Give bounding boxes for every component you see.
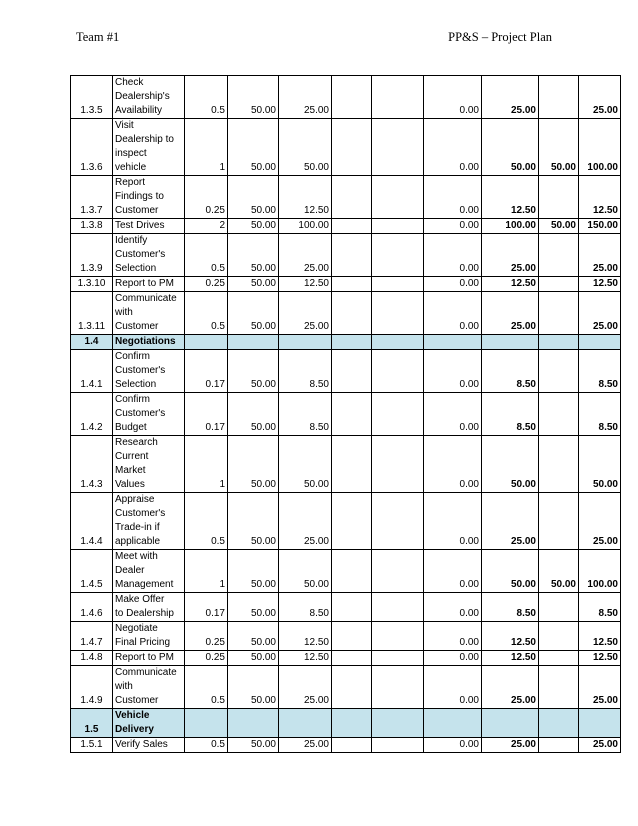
material-cost-cell: 0.00	[424, 436, 482, 493]
task-name-line: Trade-in if	[115, 522, 160, 533]
task-name-line: Customer	[115, 321, 159, 332]
total-cell: 100.00	[579, 119, 621, 176]
duration-cell: 0.5	[185, 738, 228, 753]
blank-cell-b	[372, 436, 424, 493]
total-cell	[579, 709, 621, 738]
task-name-line: to Dealership	[115, 608, 174, 619]
task-row	[71, 234, 621, 277]
labor-cost-cell: 12.50	[279, 277, 332, 292]
material-cost-cell: 0.00	[424, 76, 482, 119]
task-name-line: Management	[115, 579, 174, 590]
blank-cell-b	[372, 651, 424, 666]
subtotal-cell: 25.00	[482, 493, 539, 550]
task-row	[71, 436, 621, 493]
labor-cost-cell: 25.00	[279, 234, 332, 277]
labor-cost-cell: 8.50	[279, 593, 332, 622]
duration-cell: 1	[185, 550, 228, 593]
total-cell: 25.00	[579, 666, 621, 709]
blank-cell-a	[332, 709, 372, 738]
blank-cell-a	[332, 550, 372, 593]
task-name-line: Communicate	[115, 293, 177, 304]
page-header-team: Team #1	[76, 30, 120, 44]
blank-cell-a	[332, 234, 372, 277]
task-name-cell	[113, 335, 185, 350]
labor-cost-cell	[279, 709, 332, 738]
subtotal-cell: 25.00	[482, 292, 539, 335]
material-cost-cell: 0.00	[424, 738, 482, 753]
task-name-line: Delivery	[115, 724, 154, 735]
duration-cell: 0.5	[185, 292, 228, 335]
task-name-line: applicable	[115, 536, 161, 547]
wbs-id-cell: 1.3.9	[71, 234, 113, 277]
task-row	[71, 176, 621, 219]
total-cell: 100.00	[579, 550, 621, 593]
task-name-cell	[113, 550, 185, 593]
task-row	[71, 651, 621, 666]
labor-cost-cell: 50.00	[279, 550, 332, 593]
blank-cell-b	[372, 277, 424, 292]
task-name-cell	[113, 292, 185, 335]
task-name-line: Dealer	[115, 565, 145, 576]
wbs-id-cell: 1.4.5	[71, 550, 113, 593]
task-name-cell	[113, 350, 185, 393]
task-row	[71, 666, 621, 709]
total-cell: 12.50	[579, 651, 621, 666]
subtotal-cell: 8.50	[482, 593, 539, 622]
rate-cell	[228, 335, 279, 350]
subtotal-cell: 8.50	[482, 350, 539, 393]
other-cost-cell	[539, 277, 579, 292]
blank-cell-b	[372, 219, 424, 234]
other-cost-cell	[539, 651, 579, 666]
task-name-line: Vehicle	[115, 710, 150, 721]
wbs-id-cell: 1.3.5	[71, 76, 113, 119]
labor-cost-cell: 25.00	[279, 493, 332, 550]
task-name-cell	[113, 277, 185, 292]
task-name-line: Dealership to	[115, 134, 174, 145]
wbs-id-cell: 1.4.7	[71, 622, 113, 651]
material-cost-cell: 0.00	[424, 219, 482, 234]
material-cost-cell: 0.00	[424, 651, 482, 666]
task-row	[71, 738, 621, 753]
task-name-line: Meet with	[115, 551, 158, 562]
duration-cell: 0.5	[185, 493, 228, 550]
wbs-id-cell: 1.3.6	[71, 119, 113, 176]
other-cost-cell	[539, 436, 579, 493]
rate-cell: 50.00	[228, 493, 279, 550]
blank-cell-a	[332, 436, 372, 493]
task-name-cell	[113, 76, 185, 119]
labor-cost-cell: 50.00	[279, 436, 332, 493]
total-cell: 25.00	[579, 292, 621, 335]
task-name-line: Report to PM	[115, 652, 174, 663]
task-name-cell	[113, 651, 185, 666]
duration-cell: 2	[185, 219, 228, 234]
other-cost-cell	[539, 622, 579, 651]
blank-cell-a	[332, 292, 372, 335]
duration-cell	[185, 335, 228, 350]
other-cost-cell	[539, 234, 579, 277]
duration-cell: 1	[185, 119, 228, 176]
task-row	[71, 119, 621, 176]
task-name-line: Appraise	[115, 494, 155, 505]
task-name-line: Final Pricing	[115, 637, 171, 648]
other-cost-cell: 50.00	[539, 119, 579, 176]
task-name-line: Market	[115, 465, 146, 476]
other-cost-cell	[539, 76, 579, 119]
total-cell: 8.50	[579, 393, 621, 436]
other-cost-cell: 50.00	[539, 219, 579, 234]
section-row	[71, 709, 621, 738]
task-row	[71, 277, 621, 292]
blank-cell-a	[332, 593, 372, 622]
subtotal-cell	[482, 709, 539, 738]
wbs-id-cell: 1.5	[71, 709, 113, 738]
wbs-id-cell: 1.5.1	[71, 738, 113, 753]
task-name-line: Negotiations	[115, 336, 176, 347]
duration-cell: 0.5	[185, 666, 228, 709]
blank-cell-a	[332, 76, 372, 119]
material-cost-cell	[424, 709, 482, 738]
task-name-cell	[113, 436, 185, 493]
labor-cost-cell: 8.50	[279, 350, 332, 393]
total-cell	[579, 335, 621, 350]
task-name-line: Research	[115, 437, 158, 448]
rate-cell: 50.00	[228, 277, 279, 292]
other-cost-cell	[539, 292, 579, 335]
material-cost-cell: 0.00	[424, 234, 482, 277]
task-name-line: Test Drives	[115, 220, 165, 231]
task-name-line: with	[115, 681, 133, 692]
task-name-line: vehicle	[115, 162, 147, 173]
subtotal-cell: 12.50	[482, 651, 539, 666]
task-name-line: Values	[115, 479, 145, 490]
duration-cell: 0.25	[185, 176, 228, 219]
blank-cell-a	[332, 176, 372, 219]
material-cost-cell: 0.00	[424, 493, 482, 550]
subtotal-cell: 25.00	[482, 666, 539, 709]
task-row	[71, 493, 621, 550]
blank-cell-a	[332, 493, 372, 550]
rate-cell: 50.00	[228, 738, 279, 753]
total-cell: 12.50	[579, 176, 621, 219]
duration-cell: 1	[185, 436, 228, 493]
blank-cell-a	[332, 738, 372, 753]
blank-cell-a	[332, 666, 372, 709]
rate-cell: 50.00	[228, 176, 279, 219]
task-row	[71, 622, 621, 651]
blank-cell-b	[372, 738, 424, 753]
wbs-id-cell: 1.3.10	[71, 277, 113, 292]
task-row	[71, 550, 621, 593]
task-name-line: Confirm	[115, 351, 151, 362]
task-name-cell	[113, 234, 185, 277]
subtotal-cell: 25.00	[482, 76, 539, 119]
task-name-line: Availability	[115, 105, 163, 116]
total-cell: 25.00	[579, 738, 621, 753]
task-name-line: Customer's	[115, 365, 166, 376]
total-cell: 12.50	[579, 277, 621, 292]
blank-cell-a	[332, 393, 372, 436]
task-row	[71, 292, 621, 335]
total-cell: 25.00	[579, 234, 621, 277]
subtotal-cell	[482, 335, 539, 350]
blank-cell-b	[372, 622, 424, 651]
task-name-cell	[113, 219, 185, 234]
rate-cell	[228, 709, 279, 738]
task-name-line: Visit	[115, 120, 134, 131]
material-cost-cell: 0.00	[424, 622, 482, 651]
material-cost-cell: 0.00	[424, 277, 482, 292]
rate-cell: 50.00	[228, 622, 279, 651]
task-name-cell	[113, 119, 185, 176]
wbs-id-cell: 1.3.11	[71, 292, 113, 335]
task-name-cell	[113, 176, 185, 219]
other-cost-cell	[539, 666, 579, 709]
task-name-line: Identify	[115, 235, 148, 246]
wbs-id-cell: 1.3.7	[71, 176, 113, 219]
blank-cell-b	[372, 234, 424, 277]
task-name-line: Confirm	[115, 394, 151, 405]
blank-cell-a	[332, 350, 372, 393]
labor-cost-cell: 12.50	[279, 176, 332, 219]
rate-cell: 50.00	[228, 292, 279, 335]
task-name-line: Customer's	[115, 408, 166, 419]
other-cost-cell: 50.00	[539, 550, 579, 593]
material-cost-cell: 0.00	[424, 393, 482, 436]
wbs-id-cell: 1.4.4	[71, 493, 113, 550]
subtotal-cell: 8.50	[482, 393, 539, 436]
labor-cost-cell: 12.50	[279, 622, 332, 651]
task-row	[71, 393, 621, 436]
blank-cell-a	[332, 335, 372, 350]
rate-cell: 50.00	[228, 651, 279, 666]
subtotal-cell: 12.50	[482, 176, 539, 219]
task-name-line: Report	[115, 177, 146, 188]
material-cost-cell: 0.00	[424, 119, 482, 176]
blank-cell-b	[372, 593, 424, 622]
blank-cell-b	[372, 76, 424, 119]
rate-cell: 50.00	[228, 350, 279, 393]
other-cost-cell	[539, 709, 579, 738]
duration-cell: 0.17	[185, 593, 228, 622]
other-cost-cell	[539, 350, 579, 393]
wbs-id-cell: 1.3.8	[71, 219, 113, 234]
subtotal-cell: 25.00	[482, 234, 539, 277]
blank-cell-b	[372, 335, 424, 350]
other-cost-cell	[539, 738, 579, 753]
other-cost-cell	[539, 593, 579, 622]
duration-cell: 0.5	[185, 234, 228, 277]
material-cost-cell: 0.00	[424, 666, 482, 709]
labor-cost-cell: 50.00	[279, 119, 332, 176]
material-cost-cell: 0.00	[424, 550, 482, 593]
wbs-id-cell: 1.4	[71, 335, 113, 350]
task-name-line: Customer	[115, 695, 159, 706]
total-cell: 12.50	[579, 622, 621, 651]
task-name-cell	[113, 666, 185, 709]
task-name-line: with	[115, 307, 133, 318]
labor-cost-cell: 12.50	[279, 651, 332, 666]
task-name-line: Report to PM	[115, 278, 174, 289]
page-header-title: PP&S – Project Plan	[448, 30, 552, 44]
task-name-line: Customer's	[115, 249, 166, 260]
subtotal-cell: 50.00	[482, 436, 539, 493]
rate-cell: 50.00	[228, 119, 279, 176]
wbs-id-cell: 1.4.2	[71, 393, 113, 436]
labor-cost-cell: 25.00	[279, 666, 332, 709]
total-cell: 50.00	[579, 436, 621, 493]
rate-cell: 50.00	[228, 593, 279, 622]
wbs-id-cell: 1.4.3	[71, 436, 113, 493]
labor-cost-cell: 25.00	[279, 292, 332, 335]
task-name-line: Budget	[115, 422, 147, 433]
task-name-line: Selection	[115, 263, 157, 274]
task-name-line: Current	[115, 451, 149, 462]
task-row	[71, 219, 621, 234]
total-cell: 8.50	[579, 593, 621, 622]
other-cost-cell	[539, 393, 579, 436]
duration-cell: 0.17	[185, 393, 228, 436]
subtotal-cell: 25.00	[482, 738, 539, 753]
labor-cost-cell: 100.00	[279, 219, 332, 234]
rate-cell: 50.00	[228, 219, 279, 234]
total-cell: 25.00	[579, 76, 621, 119]
task-name-cell	[113, 493, 185, 550]
rate-cell: 50.00	[228, 234, 279, 277]
duration-cell: 0.25	[185, 277, 228, 292]
other-cost-cell	[539, 493, 579, 550]
blank-cell-b	[372, 709, 424, 738]
task-name-cell	[113, 738, 185, 753]
blank-cell-b	[372, 393, 424, 436]
task-name-line: Findings to	[115, 191, 164, 202]
task-name-line: Communicate	[115, 667, 177, 678]
duration-cell: 0.25	[185, 651, 228, 666]
material-cost-cell: 0.00	[424, 350, 482, 393]
blank-cell-b	[372, 292, 424, 335]
rate-cell: 50.00	[228, 436, 279, 493]
blank-cell-a	[332, 219, 372, 234]
blank-cell-b	[372, 493, 424, 550]
blank-cell-b	[372, 666, 424, 709]
other-cost-cell	[539, 176, 579, 219]
section-row	[71, 335, 621, 350]
blank-cell-b	[372, 176, 424, 219]
task-name-line: Negotiate	[115, 623, 158, 634]
task-name-line: Dealership's	[115, 91, 170, 102]
project-plan-body	[71, 76, 621, 753]
blank-cell-b	[372, 350, 424, 393]
task-name-cell	[113, 622, 185, 651]
labor-cost-cell: 25.00	[279, 76, 332, 119]
subtotal-cell: 50.00	[482, 119, 539, 176]
subtotal-cell: 12.50	[482, 277, 539, 292]
task-name-line: Customer's	[115, 508, 166, 519]
total-cell: 150.00	[579, 219, 621, 234]
blank-cell-b	[372, 550, 424, 593]
blank-cell-b	[372, 119, 424, 176]
task-name-line: Customer	[115, 205, 159, 216]
blank-cell-a	[332, 651, 372, 666]
task-name-line: inspect	[115, 148, 147, 159]
material-cost-cell: 0.00	[424, 292, 482, 335]
subtotal-cell: 50.00	[482, 550, 539, 593]
blank-cell-a	[332, 277, 372, 292]
wbs-id-cell: 1.4.1	[71, 350, 113, 393]
task-name-cell	[113, 393, 185, 436]
rate-cell: 50.00	[228, 76, 279, 119]
subtotal-cell: 100.00	[482, 219, 539, 234]
task-name-cell	[113, 593, 185, 622]
task-name-line: Verify Sales	[115, 739, 168, 750]
duration-cell: 0.5	[185, 76, 228, 119]
project-plan-table	[70, 75, 621, 753]
blank-cell-a	[332, 622, 372, 651]
labor-cost-cell: 25.00	[279, 738, 332, 753]
task-name-line: Make Offer	[115, 594, 165, 605]
blank-cell-a	[332, 119, 372, 176]
labor-cost-cell	[279, 335, 332, 350]
task-row	[71, 76, 621, 119]
rate-cell: 50.00	[228, 550, 279, 593]
wbs-id-cell: 1.4.9	[71, 666, 113, 709]
total-cell: 25.00	[579, 493, 621, 550]
task-row	[71, 593, 621, 622]
material-cost-cell: 0.00	[424, 593, 482, 622]
task-name-line: Selection	[115, 379, 157, 390]
labor-cost-cell: 8.50	[279, 393, 332, 436]
wbs-id-cell: 1.4.6	[71, 593, 113, 622]
subtotal-cell: 12.50	[482, 622, 539, 651]
duration-cell: 0.25	[185, 622, 228, 651]
rate-cell: 50.00	[228, 666, 279, 709]
duration-cell: 0.17	[185, 350, 228, 393]
rate-cell: 50.00	[228, 393, 279, 436]
task-name-line: Check	[115, 77, 144, 88]
duration-cell	[185, 709, 228, 738]
task-row	[71, 350, 621, 393]
task-name-cell	[113, 709, 185, 738]
other-cost-cell	[539, 335, 579, 350]
total-cell: 8.50	[579, 350, 621, 393]
material-cost-cell	[424, 335, 482, 350]
material-cost-cell: 0.00	[424, 176, 482, 219]
wbs-id-cell: 1.4.8	[71, 651, 113, 666]
